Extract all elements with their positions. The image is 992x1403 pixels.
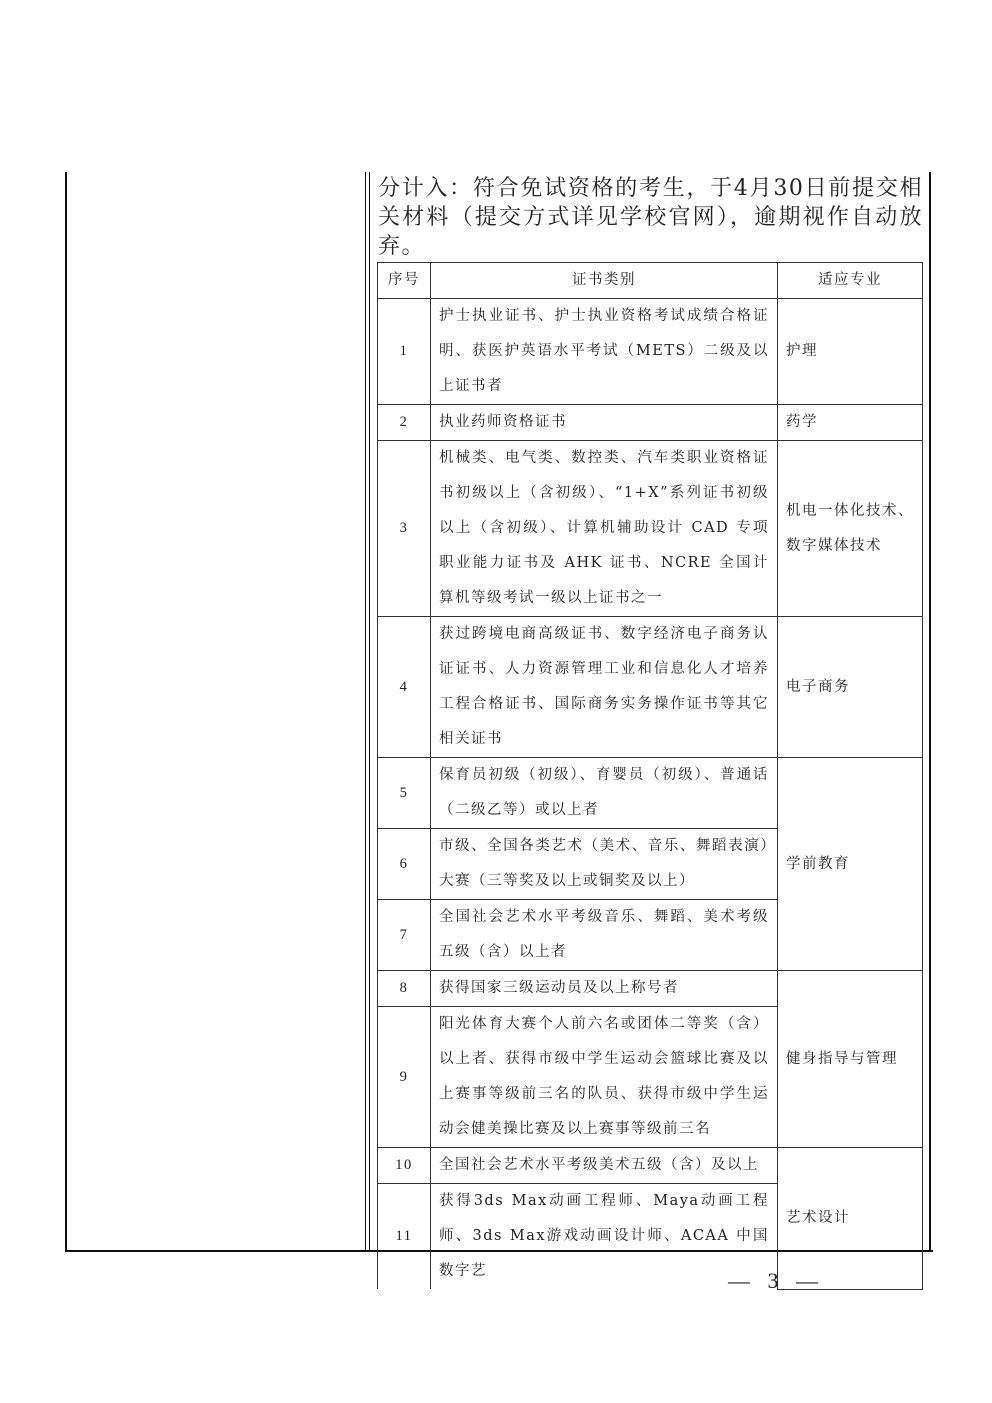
- outer-left-border: [65, 172, 67, 1252]
- row-number: 4: [378, 617, 431, 758]
- page-number: — 3 —: [728, 1268, 824, 1293]
- row-number: 1: [378, 299, 431, 405]
- outer-column-divider-2: [369, 172, 370, 1252]
- row-certificate: 机械类、电气类、数控类、汽车类职业资格证书初级以上（含初级）、“1+X”系列证书初级以上（含初级）、计算机辅助设计 CAD 专项职业能力证书及 AHK 证书、NCRE 全国计算机等级考试一级以上证书之一: [431, 441, 778, 617]
- row-number: 9: [378, 1007, 431, 1148]
- table-row: [378, 758, 923, 829]
- table-row: [378, 405, 923, 441]
- row-number: 2: [378, 405, 431, 441]
- row-number: 3: [378, 441, 431, 617]
- row-number: 11: [378, 1184, 431, 1290]
- row-number: 5: [378, 758, 431, 829]
- row-certificate: 执业药师资格证书: [431, 405, 778, 441]
- row-major: 电子商务: [778, 617, 923, 758]
- row-major: 药学: [778, 405, 923, 441]
- row-certificate: 全国社会艺术水平考级美术五级（含）及以上: [431, 1148, 778, 1184]
- row-certificate: 阳光体育大赛个人前六名或团体二等奖（含）以上者、获得市级中学生运动会篮球比赛及以上赛事等级前三名的队员、获得市级中学生运动会健美操比赛及以上赛事等级前三名: [431, 1007, 778, 1148]
- row-certificate: 获得国家三级运动员及以上称号者: [431, 971, 778, 1007]
- table-row: [378, 617, 923, 758]
- table-row: [378, 299, 923, 405]
- header-certificate-type: 证书类别: [431, 263, 778, 299]
- header-number: 序号: [378, 263, 431, 299]
- row-certificate: 护士执业证书、护士执业资格考试成绩合格证明、获医护英语水平考试（METS）二级及以上证书者: [431, 299, 778, 405]
- row-number: 6: [378, 829, 431, 900]
- row-number: 8: [378, 971, 431, 1007]
- row-certificate: 全国社会艺术水平考级音乐、舞蹈、美术考级五级（含）以上者: [431, 900, 778, 971]
- table-row: [378, 971, 923, 1007]
- header-major: 适应专业: [778, 263, 923, 299]
- table-row: [378, 1148, 923, 1184]
- row-certificate: 获过跨境电商高级证书、数字经济电子商务认证证书、人力资源管理工业和信息化人才培养工程合格证书、国际商务实务操作证书等其它相关证书: [431, 617, 778, 758]
- row-major: 机电一体化技术、数字媒体技术: [778, 441, 923, 617]
- row-certificate: 市级、全国各类艺术（美术、音乐、舞蹈表演）大赛（三等奖及以上或铜奖及以上）: [431, 829, 778, 900]
- outer-column-divider: [365, 172, 366, 1252]
- table-row: [378, 441, 923, 617]
- row-major: 学前教育: [778, 758, 923, 971]
- row-major: 艺术设计: [778, 1148, 923, 1290]
- table-header-row: [378, 263, 923, 299]
- certificate-table: [377, 262, 923, 1290]
- row-certificate: 获得3ds Max动画工程师、Maya动画工程师、3ds Max游戏动画设计师、ACAA 中国数字艺: [431, 1184, 778, 1290]
- outer-right-border: [929, 172, 931, 1252]
- row-certificate: 保育员初级（初级）、育婴员（初级）、普通话（二级乙等）或以上者: [431, 758, 778, 829]
- row-number: 7: [378, 900, 431, 971]
- body-paragraph: 分计入：符合免试资格的考生，于4月30日前提交相关材料（提交方式详见学校官网），逾期视作自动放弃。: [378, 176, 923, 259]
- row-number: 10: [378, 1148, 431, 1184]
- row-major: 健身指导与管理: [778, 971, 923, 1148]
- row-major: 护理: [778, 299, 923, 405]
